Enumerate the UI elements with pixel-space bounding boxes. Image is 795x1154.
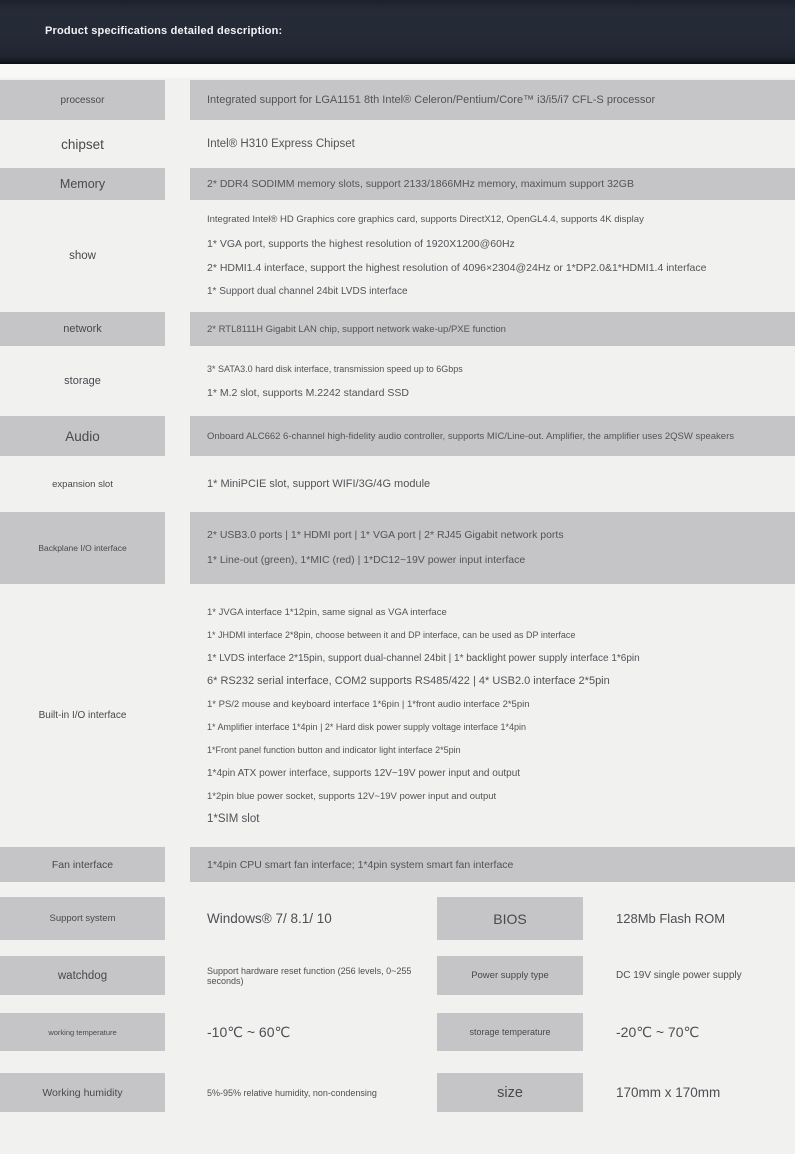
spec-row-audio <box>0 414 795 458</box>
spec-value: DC 19V single power supply <box>616 970 742 981</box>
spec-label: network <box>0 312 165 346</box>
spec-value: 1* Line-out (green), 1*MIC (red) | 1*DC12~19V power input interface <box>207 554 526 566</box>
spec-value: 1* JHDMI interface 2*8pin, choose between it and DP interface, can be used as DP interface <box>207 629 576 640</box>
spec-row-storage <box>0 348 795 414</box>
spec-value: 1* JVGA interface 1*12pin, same signal as VGA interface <box>207 606 447 618</box>
spec-label: Power supply type <box>437 956 583 995</box>
spec-value: 1* M.2 slot, supports M.2242 standard SSD <box>207 387 409 399</box>
spec-value: 5%-95% relative humidity, non-condensing <box>207 1087 377 1098</box>
spec-label: Memory <box>0 168 165 200</box>
spec-value: -10℃ ~ 60℃ <box>207 1023 291 1040</box>
spec-value: 2* DDR4 SODIMM memory slots, support 2133/1866MHz memory, maximum support 32GB <box>207 178 634 190</box>
spec-value: 1* MiniPCIE slot, support WIFI/3G/4G module <box>207 478 431 490</box>
spec-value: 1*SIM slot <box>207 812 260 825</box>
spec-value: Integrated support for LGA1151 8th Intel® Celeron/Pentium/Core™ i3/i5/i7 CFL-S processor <box>207 94 656 106</box>
spec-value: 128Mb Flash ROM <box>616 911 726 926</box>
spec-label: Audio <box>0 416 165 456</box>
spec-label: Built-in I/O interface <box>38 710 127 721</box>
spec-value: 1*2pin blue power socket, supports 12V~19V power input and output <box>207 790 497 802</box>
page-title: Product specifications detailed description: <box>45 25 283 37</box>
spec-value: 2* RTL8111H Gigabit LAN chip, support network wake-up/PXE function <box>207 323 506 335</box>
spec-row-watchdog <box>0 956 795 995</box>
spec-label: expansion slot <box>52 478 113 490</box>
spec-row-memory <box>0 166 795 202</box>
page-header <box>0 0 795 64</box>
spec-value: Onboard ALC662 6-channel high-fidelity audio controller, supports MIC/Line-out. Amplifier, the amplifier uses 2QSW speakers <box>207 430 734 442</box>
spec-row-builtin-io <box>0 586 795 845</box>
spec-value: Integrated Intel® HD Graphics core graphics card, supports DirectX12, OpenGL4.4, supports 4K display <box>207 214 644 225</box>
spec-value: -20℃ ~ 70℃ <box>616 1023 700 1040</box>
spec-row-support-system <box>0 897 795 940</box>
spec-value: 1* LVDS interface 2*15pin, support dual-channel 24bit | 1* backlight power supply interface 1*6pin <box>207 652 640 664</box>
spec-label: Fan interface <box>0 847 165 882</box>
spec-label: working temperature <box>0 1013 165 1051</box>
spec-value: 1*Front panel function button and indicator light interface 2*5pin <box>207 744 461 755</box>
spec-label: size <box>437 1073 583 1112</box>
spec-value: Intel® H310 Express Chipset <box>207 138 355 150</box>
spec-value: Windows® 7/ 8.1/ 10 <box>207 911 332 926</box>
spec-value: 1* Amplifier interface 1*4pin | 2* Hard disk power supply voltage interface 1*4pin <box>207 721 527 732</box>
spec-label: storage <box>64 375 101 387</box>
spec-row-expansion-slot <box>0 458 795 510</box>
spec-label: Backplane I/O interface <box>0 512 165 584</box>
spec-label: Support system <box>0 897 165 940</box>
spec-row-display <box>0 202 795 310</box>
spec-label: storage temperature <box>437 1013 583 1051</box>
spec-value: 1*4pin ATX power interface, supports 12V~19V power input and output <box>207 767 521 779</box>
spec-value: 1* PS/2 mouse and keyboard interface 1*6pin | 1*front audio interface 2*5pin <box>207 698 530 710</box>
spec-label: show <box>69 250 96 262</box>
spec-row-chipset <box>0 122 795 166</box>
spec-value: 2* USB3.0 ports | 1* HDMI port | 1* VGA port | 2* RJ45 Gigabit network ports <box>207 529 564 541</box>
spec-row-processor <box>0 78 795 122</box>
spec-value: 170mm x 170mm <box>616 1085 721 1100</box>
spec-label: Working humidity <box>0 1073 165 1112</box>
spec-row-working-temperature <box>0 1013 795 1051</box>
spec-row-network <box>0 310 795 348</box>
spec-label: processor <box>0 80 165 120</box>
spec-value: 1* Support dual channel 24bit LVDS interface <box>207 286 408 297</box>
spec-label: chipset <box>61 136 104 152</box>
spec-label: BIOS <box>437 897 583 940</box>
spec-value: Support hardware reset function (256 levels, 0~255 seconds) <box>207 965 412 986</box>
spec-value: 1* VGA port, supports the highest resolution of 1920X1200@60Hz <box>207 238 515 250</box>
spec-row-backplane-io <box>0 510 795 586</box>
spec-row-fan-interface <box>0 845 795 884</box>
spec-value: 3* SATA3.0 hard disk interface, transmission speed up to 6Gbps <box>207 364 463 374</box>
spec-row-working-humidity <box>0 1073 795 1112</box>
header-gap <box>0 64 795 78</box>
spec-value: 6* RS232 serial interface, COM2 supports RS485/422 | 4* USB2.0 interface 2*5pin <box>207 674 610 687</box>
spec-label: watchdog <box>0 956 165 995</box>
spec-value: 1*4pin CPU smart fan interface; 1*4pin system smart fan interface <box>207 858 514 871</box>
spec-value: 2* HDMI1.4 interface, support the highest resolution of 4096×2304@24Hz or 1*DP2.0&1*HDMI1.4 interface <box>207 262 707 274</box>
